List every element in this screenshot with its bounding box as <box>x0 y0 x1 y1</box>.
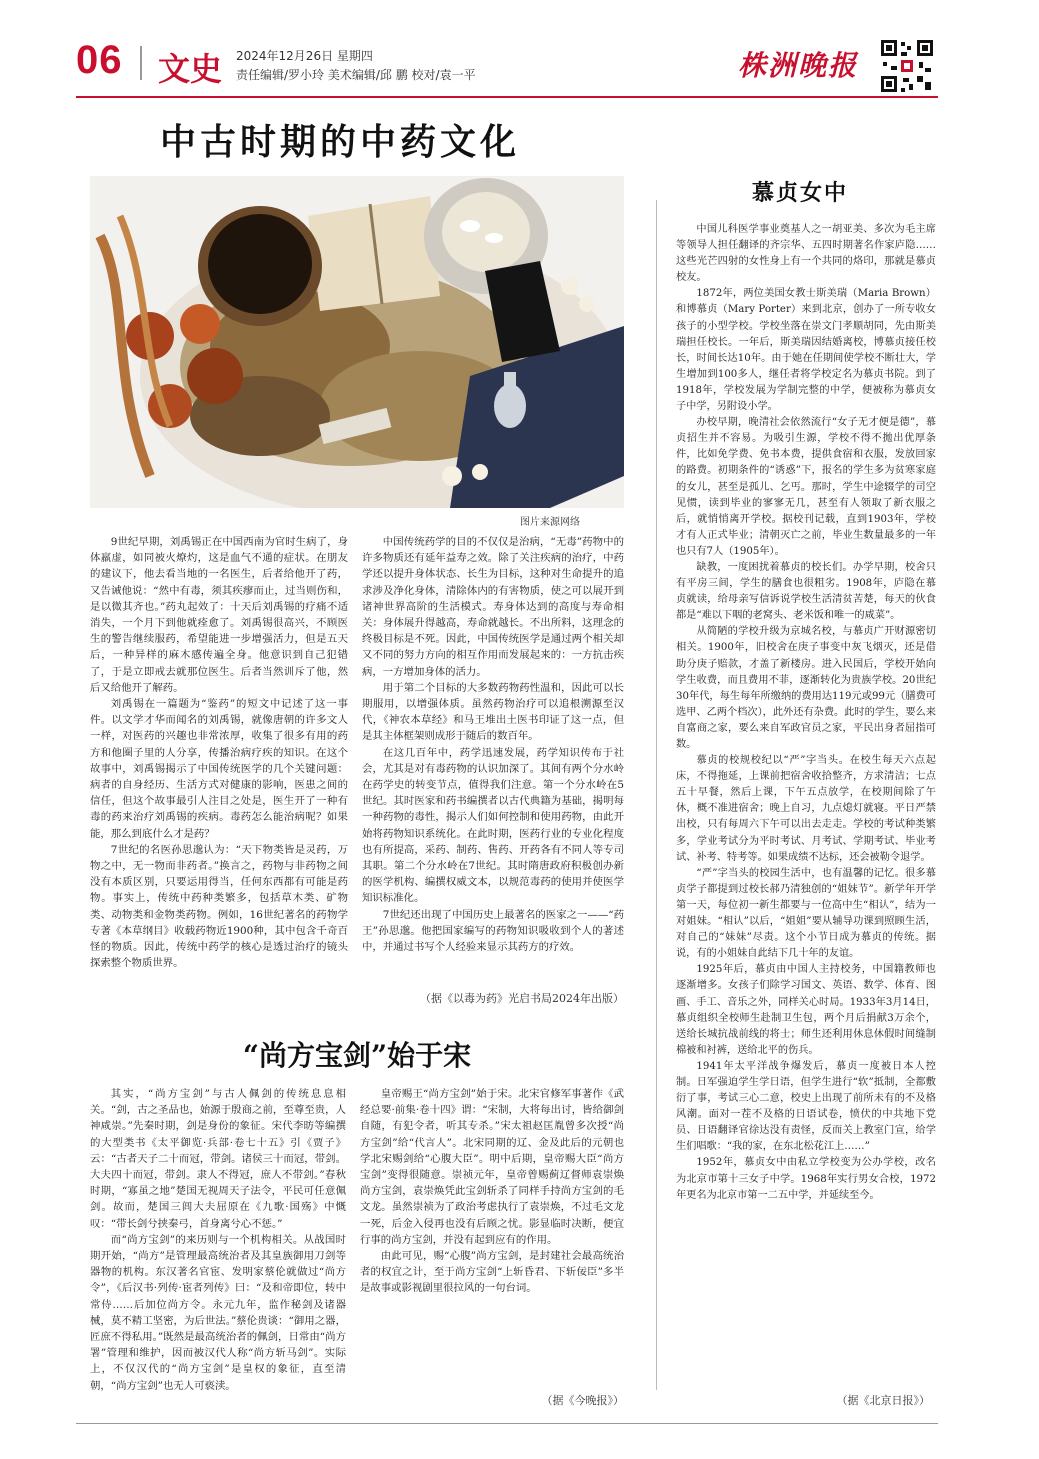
body-paragraph: 中国传统药学的目的不仅仅是治病，“无毒”药物中的许多物质还有延年益寿之效。除了关注疾病的治疗，中药学还以提升身体状态、长生为目标，这种对生命提升的追求涉及净化身体，清除体内的有害物质，使之可以展开到诸神世界高阶的生活模式。寿身体达到的高度与寿命相关：身体展升得越高，寿命就越长。不出所料，这理念的终极目标是不死。因此，中国传统医学是通过两个相关却又不同的努力方向的相互作用而发展起来的：一方抗击疾病，一方增加身体的活力。 <box>362 536 624 678</box>
article-source: （据《北京日报》） <box>836 1394 930 1407</box>
body-paragraph: 1941年太平洋战争爆发后，慕贞一度被日本人控制。日军强迫学生学日语，但学生进行“软”抵制，全都敷衍了事，考试三心二意，校史上出现了前所未有的不及格风潮。面对一茬不及格的日语试卷，愤伏的中共地下党员、日语翻译官徐达没有责怪，反而关上教室门宣，给学生们唱歌：“我的家，在东北松花江上……” <box>676 1060 936 1153</box>
body-paragraph: 办校早期，晚清社会依然流行“女子无才便是德”，慕贞招生并不容易。为吸引生源，学校不得不拋出优厚条件，比如免学费、免书本费，提供食宿和衣服，发放回家的路费。初期条件的“诱惑”下，报名的学生多为贫寒家庭的女儿，甚至是孤儿、乞丐。那时，学生中途辍学的司空见惯，读到毕业的寥寥无几，甚至有人领取了新衣服之后，就悄悄离开学校。据校刊记载，直到1903年，学校才有人正式毕业；清朝灭亡之前，毕业生数量最多的一年也只有7人（1905年）。 <box>676 417 936 557</box>
body-paragraph: 其实，“尚方宝剑”与古人佩剑的传统息息相关。“剑，古之圣品也，始源于殷商之前，至尊至贵，人神咸崇。”先秦时期，剑是身份的象征。宋代李昉等编撰的大型类书《太平御览·兵部·卷七十五》引《贾子》云：“古者天子二十而冠，带剑。诸侯三十而冠，带剑。大夫四十而冠，带剑。隶人不得冠，庶人不带剑。”春秋时期，“寡虽之地”楚国无视周天子法令，平民可任意佩剑。故而，楚国三闾大夫屈原在《九歌·国殇》中慨叹：“带长剑兮挟秦弓，首身离兮心不惩。” <box>90 1088 346 1230</box>
editor-credits: 责任编辑/罗小玲 美术编辑/邱 鹏 校对/袁一平 <box>236 68 476 82</box>
body-paragraph: 而“尚方宝剑”的来历则与一个机构相关。从战国时期开始，“尚方”是管理最高统治者及其皇族御用刀剑等器物的机构。东汉著名官宦、发明家蔡伦就做过“尚方令”，《后汉书·列传·宦者列传》曰：“及和帝即位，转中常侍……后加位尚方令。永元九年，监作秘剑及诸器械，莫不精工坚密，为后世法。”蔡伦贵谈：“御用之器，匠庶不得私用。”既然是最高统治者的佩剑，日常由“尚方署”管理和维护，因而被汉代人称“尚方斩马剑”。实际上，不仅汉代的“尚方宝剑”是皇权的象征，直至清朝，“尚方宝剑”也无人可亵渎。 <box>90 1233 346 1392</box>
article-headline: 慕贞女中 <box>751 180 848 206</box>
masthead-divider <box>140 46 142 80</box>
article-headline: “尚方宝剑”始于宋 <box>242 1039 472 1072</box>
article-source: （据《今晚报》） <box>541 1394 624 1407</box>
body-paragraph: 1872年，两位美国女教士斯美瑞（Maria Brown）和博慕贞（Mary Porter）来到北京，创办了一所专收女孩子的小型学校。学校坐落在崇文门孝顺胡同，先由斯美瑞担任校长。一年后，斯美瑞因结婚离校，博慕贞接任校长，时间长达10年。由于她在任期间使学校不断壮大，学生增加到100多人，继任者将学校定名为慕贞书院。到了1918年，学校发展为学制完整的中学，便被称为慕贞女子中学，另附设小学。 <box>676 288 936 413</box>
body-paragraph: 刘禹锡在一篇题为“鉴药”的短文中记述了这一事件。以文学才华而闻名的刘禹锡，就像唐朝的许多文人一样，对医药的兴趣也非常浓厚，收集了很多有用的药方和他圈子里的人分享，传播治病疗疾的知识。在这个故事中，刘禹锡揭示了中国传统医学的几个关键问题：病者的自身经历、生活方式对健康的影响，医患之间的信任，但这个故事最引人注目之处是，医生开了一种有毒的药来治疗刘禹锡的疾病。毒药怎么能治病呢？如果能，那么到底什么才是药？ <box>90 698 348 840</box>
body-paragraph: 由此可见，赐“心腹”尚方宝剑，是封建社会最高统治者的权宜之计，至于尚方宝剑“上斩昏君、下斩佞臣”多半是故事或影视剧里很拉风的一句台词。 <box>360 1250 624 1295</box>
page-number: 06 <box>76 38 123 82</box>
issue-date: 2024年12月26日 星期四 <box>236 49 373 63</box>
column-divider <box>656 200 657 1390</box>
body-paragraph: 缺教，一度困扰着慕贞的校长们。办学早期，校舍只有平房三间，学生的膳食也很粗劣。1908年，庐隐在慕贞就读，给母亲写信诉说学校生活清贫苦楚，每天的伙食都是“难以下咽的老窝头、老米饭和唯一的咸菜”。 <box>676 561 936 622</box>
article-source: （据《以毒为药》光启书局2024年出版） <box>420 992 624 1005</box>
body-paragraph: 用于第二个目标的大多数药物药性温和，因此可以长期服用，以增强体质。虽然药物治疗可以追根溯源至汉代，《神农本草经》和马王堆出土医书印证了这一点，但是其主体框架则成形于随后的数百年。 <box>362 681 624 743</box>
header-rule <box>76 96 938 98</box>
article-column <box>90 534 348 971</box>
section-title: 文史 <box>158 50 223 88</box>
body-paragraph: 7世纪的名医孙思邈认为：“天下物类皆是灵药，万物之中，无一物而非药者。”换言之，药物与非药物之间没有本质区别，只要运用得当，任何东西都有可能是药物。事实上，传统中药种类繁多，包括草木类、矿物类、动物类和金物类药物。例如，16世纪著名的药物学专著《本草纲目》收载药物近1900种，其中包含千奇百怪的物质。因此，传统中药学的核心是透过治疗的镜头探索整个物质世界。 <box>90 843 348 970</box>
body-paragraph: 慕贞的校规校纪以“严”字当头。在校生每天六点起床，不得拖延，上课前把宿舍收拾整齐，方求清洁；七点五十早餐，然后上课，下午五点放学，在校期间除了午休，概不准进宿舍；晚上自习，九点熄灯就寝。平日严禁出校，只有每周六下午可以出去走走。学校的考试种类繁多，学业考试分为平时考试、月考试、学期考试、毕业考试、补考、特考等。如果成绩不达标，还会被勒令退学。 <box>676 755 936 863</box>
body-paragraph: 7世纪还出现了中国历史上最著名的医家之一——“药王”孙思邈。他把国家编写的药物知识吸收到个人的著述中，并通过书写个人经验来显示其药方的疗效。 <box>362 908 624 954</box>
article-column <box>676 222 936 1204</box>
body-paragraph: 9世纪早期，刘禹锡正在中国西南为官时生病了，身体羸虚，如同被火燎灼，这是血气不通的症状。在朋友的建议下，他去看当地的一名医生，后者给他开了药，又告诫他说：“然中有毒，须其疾瘳而止，过当则伤和，是以微其齐也。”药丸起效了：十天后刘禹锡的疗痛不适消失，一个月下到他就痊愈了。刘禹锡很高兴，不顾医生的警告继续服药，希望能进一步增强活力，但是五天后，一种异样的麻木感传遍全身。他意识到自己犯错了，于是立即戒去就那位医生。后者当然训斥了他，然后又给他开了解药。 <box>90 536 348 694</box>
body-paragraph: “严”字当头的校园生活中，也有温馨的记忆。很多慕贞学子都提到过校长郝乃清独创的“姐妹节”。新学年开学第一天，每位初一新生都要与一位高中生“相认”，结为一对姐妹。“相认”以后，“姐姐”要从辅导功课到照顾生活，对自己的“妹妹”尽责。这个小节日成为慕贞的传统。据说，有的小姐妹自此结下几十年的友谊。 <box>676 867 936 960</box>
newspaper-logo: 株洲晚报 <box>738 49 859 82</box>
body-paragraph: 1925年后，慕贞由中国人主持校务，中国籍教师也逐渐增多。女孩子们除学习国文、英语、数学、体育、图画、手工、音乐之外，同样关心时局。1933年3月14日，慕贞组织全校师生赴制卫生包，两个月后捐献3万余个，送给长城抗战前线的将士；师生还利用休息休假时间缝制棉被和衬裤，送给北平的伤兵。 <box>676 964 936 1056</box>
body-paragraph: 皇帝赐王“尚方宝剑”始于宋。北宋官修军事著作《武经总要·前集·卷十四》谓：“宋制，大将每出讨，皆给御剑自随，有犯令者，听其专杀。”宋太祖赵匡胤曾多次授“尚方宝剑”给“代言人”。北宋同期的辽、金及此后的元朝也学北宋赐剑给“心腹大臣”。明中后期，皇帝赐大臣“尚方宝剑”变得很随意。崇祯元年，皇帝曾赐蓟辽督师袁崇焕尚方宝剑，袁崇焕凭此宝剑斩杀了同样手持尚方宝剑的毛文龙。虽然崇祯为了政治考虑执行了袁崇焕，不过毛文龙一死，后金入侵再也没有后顾之忧。影显临时决断，便宜行事的尚方宝剑，并没有起到应有的作用。 <box>360 1088 624 1246</box>
photo-credit: 图片来源网络 <box>520 517 580 528</box>
qr-code-icon <box>879 38 935 94</box>
body-paragraph: 在这几百年中，药学迅速发展，药学知识传布于社会，尤其是对有毒药物的认识加深了。其间有两个分水岭在药学史的转变节点，值得我们注意。第一个分水岭在5世纪。其时医家和药书编撰者以古代典籍为基础，揭明每一种药物的毒性，揭示人们如何控制和使用药物，由此开始将药物知识系统化。在此时期，医药行业的专业化程度也有所提高，采药、制药、售药、开药各有不同人等专司其职。第二个分水岭在7世纪。其时隋唐政府积极创办新的医学机构、编撰权威文本，以规范毒药的使用并使医学知识标准化。 <box>362 746 624 905</box>
article-headline: 中古时期的中药文化 <box>160 122 521 163</box>
body-paragraph: 从简陋的学校升级为京城名校，与慕贞广开财源密切相关。1900年，旧校舍在庚子事变中灰飞烟灭，还是借助分庚子赔款，才盖了新楼房。进入民国后，学校开始向学生收费，而且费用不菲，逐渐转化为贵族学校。20世纪30年代，每生每年所缴纳的费用达119元或99元（膳费可选甲、乙两个档次），此外还有杂费。此时的学生，要么来自富商之家，要么来自军政官员之家，平民出身者屈指可数。 <box>676 626 936 750</box>
article-column <box>90 1086 346 1394</box>
article-column <box>362 534 624 955</box>
article-column <box>360 1086 624 1297</box>
herbal-medicine-photo <box>90 176 624 508</box>
body-paragraph: 中国儿科医学事业奠基人之一胡亚美、多次为毛主席等领导人担任翻译的齐宗华、五四时期著名作家庐隐……这些光芒四射的女性身上有一个共同的烙印，那就是慕贞校友。 <box>676 224 936 284</box>
body-paragraph: 1952年，慕贞女中由私立学校变为公办学校，改名为北京市第十三女子中学。1968年实行男女合校，1972年更名为北京市第一二五中学，并延续至今。 <box>676 1157 936 1201</box>
footer-rule <box>76 1423 938 1424</box>
